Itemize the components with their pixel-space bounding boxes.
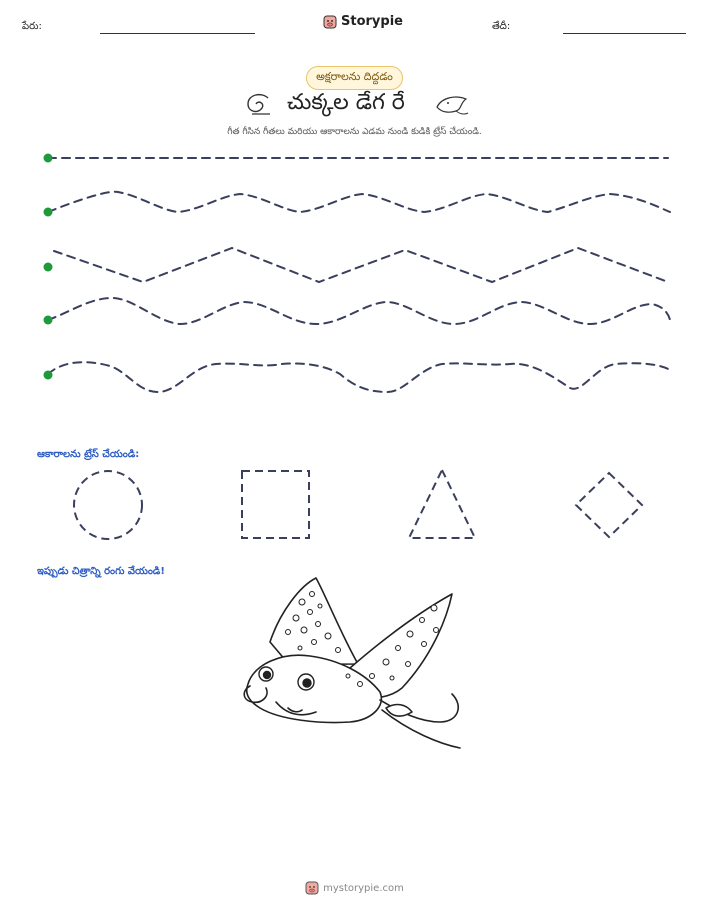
worksheet-badge: అక్షరాలను దిద్దడం xyxy=(306,66,403,90)
trace-diamond xyxy=(576,473,642,537)
name-label: పేరు: xyxy=(22,21,42,32)
trace-line-wave xyxy=(48,192,670,212)
pig-logo-icon xyxy=(323,15,337,29)
name-line[interactable] xyxy=(100,33,255,34)
tracing-lines-area xyxy=(0,140,709,400)
start-dot xyxy=(44,316,53,325)
ray-outline-icon xyxy=(434,93,470,117)
trace-triangle xyxy=(409,470,475,538)
brand-logo xyxy=(323,14,403,29)
date-line[interactable] xyxy=(563,33,686,34)
footer-link[interactable]: mystorypie.com xyxy=(323,882,404,894)
start-dot xyxy=(44,371,53,380)
trace-line-zigzag xyxy=(54,248,668,282)
shapes-section-label: ఆకారాలను ట్రేస్ చేయండి: xyxy=(37,449,140,460)
trace-square xyxy=(242,471,309,538)
instruction-text: గీత గీసిన గీతలు మరియు ఆకారాలను ఎడమ నుండి కుడికి ట్రేస్ చేయండి. xyxy=(227,127,482,137)
spiral-icon xyxy=(244,92,274,118)
pig-logo-icon xyxy=(305,881,319,895)
footer xyxy=(305,881,404,895)
trace-circle xyxy=(74,471,142,539)
shapes-area xyxy=(0,462,709,547)
start-dot xyxy=(44,263,53,272)
start-dot xyxy=(44,154,53,163)
date-label: తేదీ: xyxy=(492,21,511,32)
start-dot xyxy=(44,208,53,217)
brand-name: Storypie xyxy=(341,14,403,29)
trace-line-wave xyxy=(48,298,670,324)
trace-line-bumps xyxy=(48,362,670,392)
color-section-label: ఇప్పుడు చిత్రాన్ని రంగు వేయండి! xyxy=(37,566,165,577)
eagle-ray-illustration xyxy=(240,572,470,762)
worksheet-title: చుక్కల డేగ రే xyxy=(287,90,405,115)
